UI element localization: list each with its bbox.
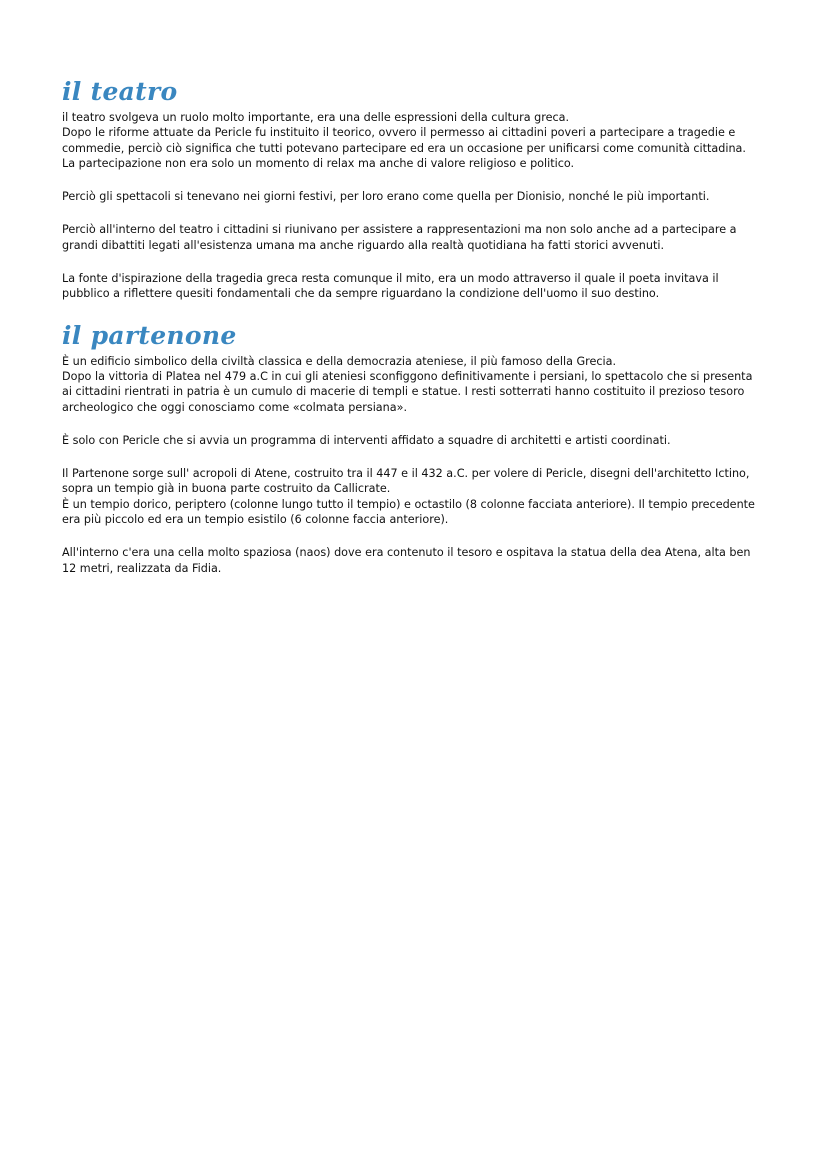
paragraph-teatro-1: il teatro svolgeva un ruolo molto importante, era una delle espressioni della cultura greca. Dopo le riforme attuate da Pericle fu instituito il teorico, ovvero il permesso ai cittadini poveri a partecipare a tragedie e commedie, perciò ciò significa che tutti potevano partecipare ed era un occasione per unificarsi come comunità cittadina. La partecipazione non era solo un momento di relax ma anche di valore religioso e politico. (62, 111, 746, 170)
section-title-partenone: il partenone (62, 320, 237, 350)
paragraph-partenone-4: All'interno c'era una cella molto spaziosa (naos) dove era contenuto il tesoro e ospitava la statua della dea Atena, alta ben 12 metri, realizzata da Fidia. (62, 546, 751, 575)
section-teatro (62, 76, 762, 302)
paragraph-partenone-3: Il Partenone sorge sull' acropoli di Atene, costruito tra il 447 e il 432 a.C. per volere di Pericle, disegni dell'architetto Ictino, sopra un tempio già in buona parte costruito da Callicrate. È un tempio dorico, periptero (colonne lungo tutto il tempio) e octastilo (8 colonne facciata anteriore). Il tempio precedente era più piccolo ed era un tempio esistilo (6 colonne faccia anteriore). (62, 467, 755, 527)
paragraph-partenone-2: È solo con Pericle che si avvia un programma di interventi affidato a squadre di architetti e artisti coordinati. (62, 433, 671, 447)
paragraph-partenone-1: È un edificio simbolico della civiltà classica e della democrazia ateniese, il più famoso della Grecia. Dopo la vittoria di Platea nel 479 a.C in cui gli ateniesi sconfiggono definitivamente i persiani, lo spettacolo che si presenta ai cittadini rientrati in patria è un cumulo di macerie di templi e statue. I resti sotterrati hanno costituito il prezioso tesoro archeologico che oggi conosciamo come «colmata persiana». (62, 354, 753, 414)
paragraph-teatro-3: Perciò all'interno del teatro i cittadini si riunivano per assistere a rappresentazioni ma non solo anche ad a partecipare a grandi dibattiti legati all'esistenza umana ma anche riguardo alla realtà quotidiana ha fatti storici avvenuti. (62, 223, 737, 252)
paragraph-teatro-4: La fonte d'ispirazione della tragedia greca resta comunque il mito, era un modo attraverso il quale il poeta invitava il pubblico a riflettere quesiti fondamentali che da sempre riguardano la condizione dell'uomo il suo destino. (62, 272, 719, 301)
section-partenone (62, 320, 762, 576)
paragraph-teatro-2: Perciò gli spettacoli si tenevano nei giorni festivi, per loro erano come quella per Dionisio, nonché le più importanti. (62, 190, 710, 204)
document-page (62, 76, 762, 594)
section-title-teatro: il teatro (62, 77, 178, 106)
